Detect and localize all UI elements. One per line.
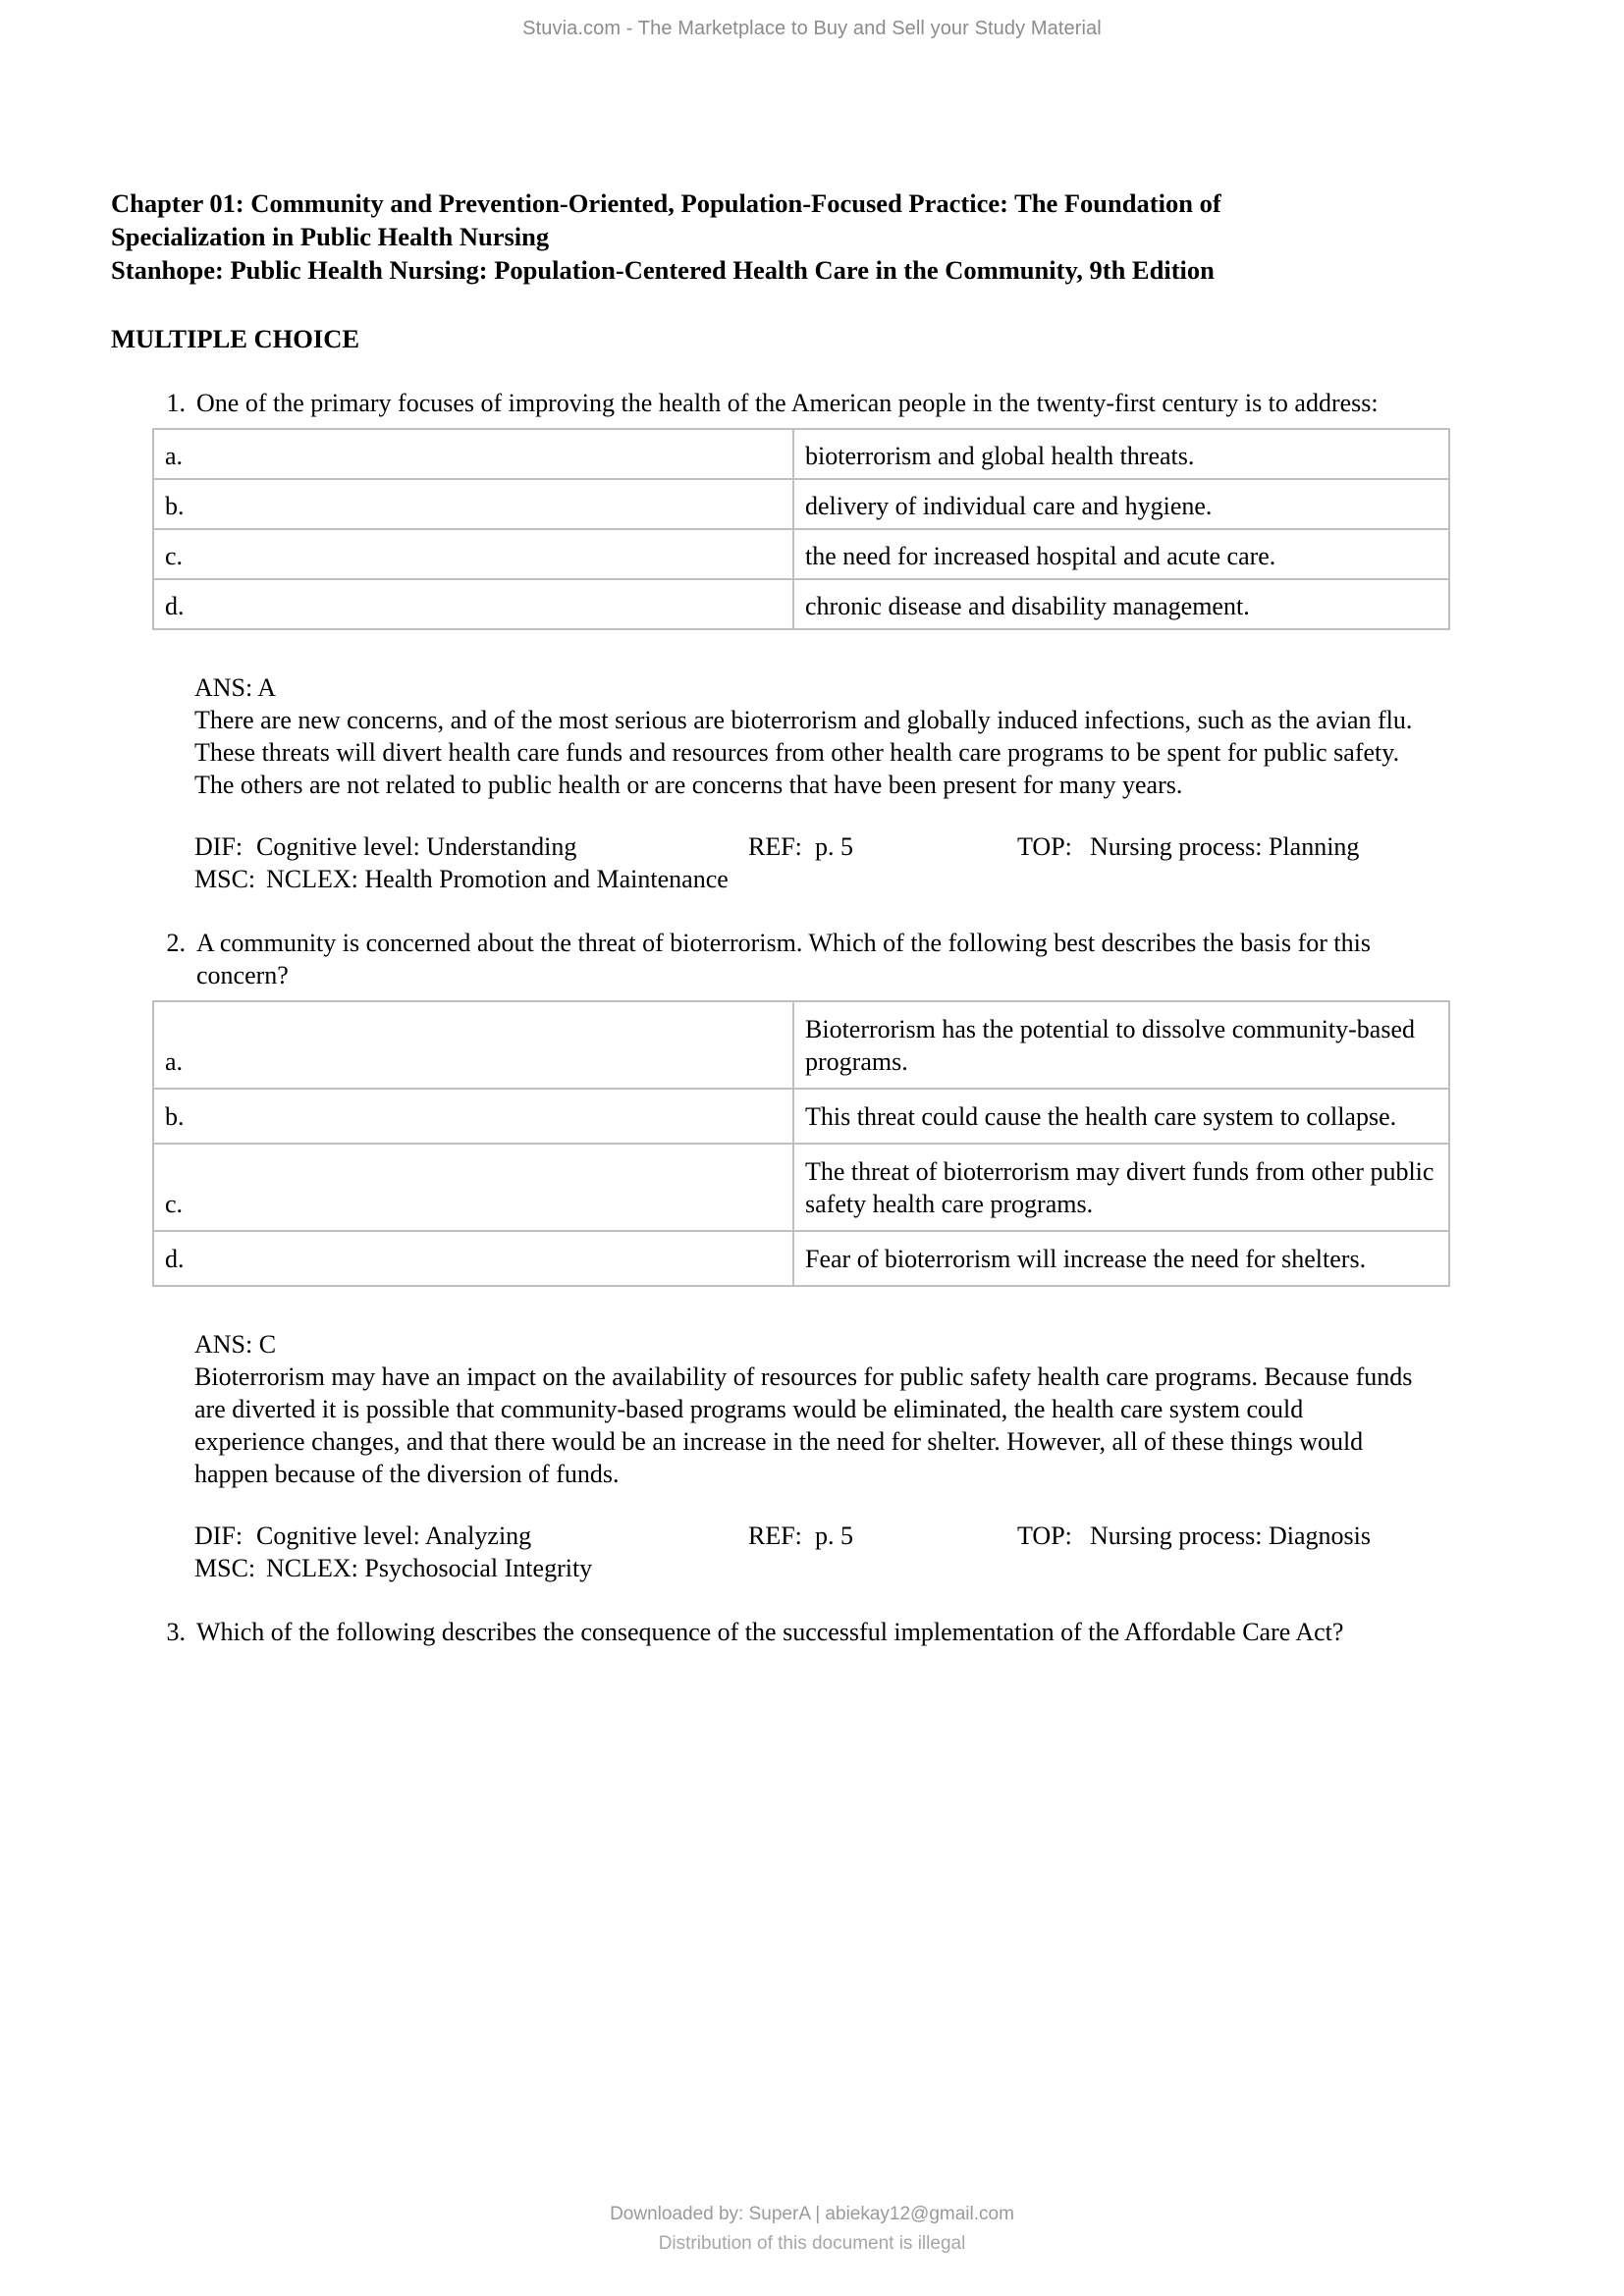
question-2-answer-label: ANS: C [194, 1330, 277, 1359]
dif-value: Cognitive level: Understanding [256, 832, 577, 861]
footer-downloaded-by: Downloaded by: SuperA | abiekay12@gmail.com [610, 2204, 1014, 2224]
question-1 [111, 387, 1417, 419]
document-title-line-1: Chapter 01: Community and Prevention-Oriented, Population-Focused Practice: The Foundation of [111, 188, 1221, 218]
question-1-number: 1. [166, 389, 186, 417]
table-row[interactable] [153, 429, 1449, 479]
option-letter: c. [153, 529, 793, 579]
dif-label: DIF: [194, 832, 244, 861]
question-1-answer-label: ANS: A [194, 673, 277, 702]
top-value: Nursing process: Planning [1090, 832, 1360, 861]
question-2-metadata [194, 1520, 1417, 1584]
option-letter: d. [153, 579, 793, 629]
question-1-text: One of the primary focuses of improving the health of the American people in the twenty-first century is to address: [196, 389, 1379, 417]
question-2-rationale: Bioterrorism may have an impact on the availability of resources for public safety health care programs. Because funds are diverted it is possible that community-based programs would be eliminated, the health care system could experience changes, and that there would be an increase in the need for shelter. However, all of these things would happen because of the diversion of funds. [194, 1362, 1413, 1488]
option-letter: d. [153, 1231, 793, 1286]
option-letter: c. [153, 1144, 793, 1231]
table-row[interactable] [153, 479, 1449, 529]
question-1-options-table [152, 428, 1450, 630]
ref-value: p. 5 [815, 1522, 853, 1550]
question-2 [111, 927, 1417, 991]
option-letter: a. [153, 1001, 793, 1089]
question-3-text: Which of the following describes the consequence of the successful implementation of the Affordable Care Act? [196, 1618, 1344, 1646]
table-row[interactable] [153, 1144, 1449, 1231]
document-content [111, 187, 1435, 1648]
option-text: the need for increased hospital and acute care. [793, 529, 1449, 579]
option-text: This threat could cause the health care system to collapse. [793, 1089, 1449, 1144]
ref-value: p. 5 [815, 832, 853, 861]
table-row[interactable] [153, 1089, 1449, 1144]
table-row[interactable] [153, 1001, 1449, 1089]
question-2-options-table [152, 1000, 1450, 1287]
top-value: Nursing process: Diagnosis [1090, 1522, 1371, 1550]
msc-label: MSC: [194, 865, 256, 893]
question-3 [111, 1616, 1417, 1648]
option-text: bioterrorism and global health threats. [793, 429, 1449, 479]
question-2-answer-block [194, 1328, 1417, 1490]
top-label: TOP: [1017, 1522, 1072, 1550]
option-text: Bioterrorism has the potential to dissolve community-based programs. [793, 1001, 1449, 1089]
question-3-number: 3. [166, 1618, 186, 1646]
question-2-text: A community is concerned about the threat of bioterrorism. Which of the following best describes the basis for this concern? [196, 929, 1371, 989]
table-row[interactable] [153, 529, 1449, 579]
msc-value: NCLEX: Health Promotion and Maintenance [266, 865, 729, 893]
option-letter: b. [153, 1089, 793, 1144]
document-title [111, 187, 1417, 287]
section-heading-multiple-choice: MULTIPLE CHOICE [111, 324, 360, 353]
question-2-metadata-row-2 [194, 1552, 1417, 1584]
ref-label: REF: [748, 832, 802, 861]
table-row[interactable] [153, 579, 1449, 629]
dif-value: Cognitive level: Analyzing [256, 1522, 532, 1550]
stuvia-watermark-header: Stuvia.com - The Marketplace to Buy and Sell your Study Material [522, 18, 1102, 39]
option-text: Fear of bioterrorism will increase the need for shelters. [793, 1231, 1449, 1286]
option-text: The threat of bioterrorism may divert funds from other public safety health care programs. [793, 1144, 1449, 1231]
msc-label: MSC: [194, 1554, 256, 1582]
question-2-metadata-row-1 [194, 1520, 1417, 1552]
document-title-line-3: Stanhope: Public Health Nursing: Population-Centered Health Care in the Community, 9th Edition [111, 255, 1215, 285]
option-text: chronic disease and disability management. [793, 579, 1449, 629]
option-letter: b. [153, 479, 793, 529]
question-1-metadata [194, 830, 1417, 895]
question-1-metadata-row-2 [194, 863, 1417, 895]
option-text: delivery of individual care and hygiene. [793, 479, 1449, 529]
top-label: TOP: [1017, 832, 1072, 861]
msc-value: NCLEX: Psychosocial Integrity [266, 1554, 593, 1582]
page-footer [0, 2200, 1624, 2259]
question-2-number: 2. [166, 929, 186, 957]
table-row[interactable] [153, 1231, 1449, 1286]
question-1-metadata-row-1 [194, 830, 1417, 863]
footer-distribution-notice: Distribution of this document is illegal [658, 2233, 966, 2254]
ref-label: REF: [748, 1522, 802, 1550]
dif-label: DIF: [194, 1522, 244, 1550]
question-1-answer-block [194, 671, 1417, 801]
option-letter: a. [153, 429, 793, 479]
document-title-line-2: Specialization in Public Health Nursing [111, 222, 550, 251]
question-1-rationale: There are new concerns, and of the most serious are bioterrorism and globally induced infections, such as the avian flu. These threats will divert health care funds and resources from other health care programs to be spent for public safety. The others are not related to public health or are concerns that have been present for many years. [194, 706, 1413, 799]
